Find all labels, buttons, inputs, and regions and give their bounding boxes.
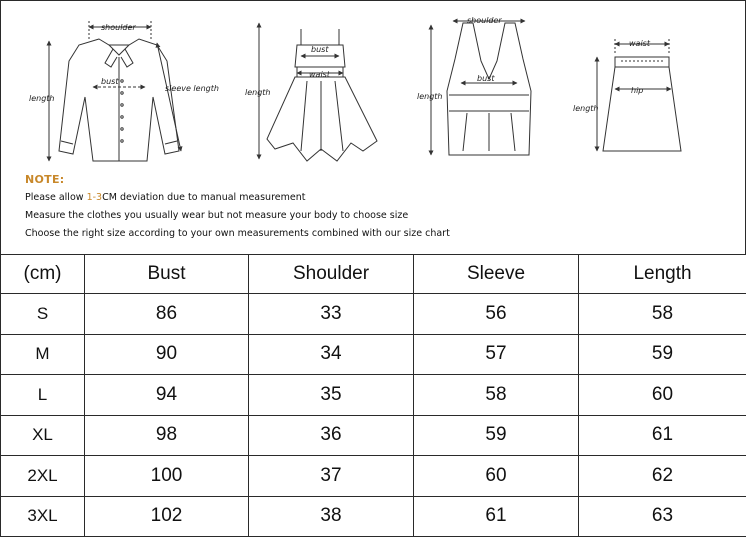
shoulder-cell: 34 (249, 334, 414, 375)
size-cell: XL (1, 415, 85, 456)
shirt-length-label: length (29, 94, 55, 103)
skirt-length-label: length (573, 104, 599, 113)
shoulder-cell: 36 (249, 415, 414, 456)
sleeve-cell: 56 (414, 294, 579, 335)
dress-bust-label: bust (311, 45, 329, 54)
note-line-measure: Measure the clothes you usually wear but not measure your body to choose size (25, 210, 409, 221)
sleeve-cell: 59 (414, 415, 579, 456)
note-line-1-highlight: 1-3 (86, 192, 103, 203)
tank-drawing (447, 23, 531, 155)
skirt-hip-label: hip (631, 86, 644, 95)
garment-diagrams (1, 1, 746, 171)
header-length: Length (579, 255, 746, 294)
sleeve-cell: 58 (414, 375, 579, 416)
shirt-bust-label: bust (101, 77, 119, 86)
shirt-sleeve-label: sleeve length (165, 84, 219, 93)
length-cell: 61 (579, 415, 746, 456)
tank-length-label: length (417, 92, 443, 101)
note-line-deviation (25, 189, 725, 207)
bust-cell: 102 (85, 496, 249, 537)
skirt-waist-label: waist (629, 39, 650, 48)
bust-cell: 98 (85, 415, 249, 456)
shoulder-cell: 35 (249, 375, 414, 416)
note-section (25, 173, 725, 243)
table-row (1, 415, 746, 456)
size-cell: S (1, 294, 85, 335)
size-table-header-row (1, 255, 746, 294)
bust-cell: 90 (85, 334, 249, 375)
tank-bust-label: bust (477, 74, 495, 83)
shirt-drawing (59, 39, 179, 161)
sleeve-cell: 57 (414, 334, 579, 375)
length-cell: 59 (579, 334, 746, 375)
sleeve-cell: 60 (414, 456, 579, 497)
header-shoulder: Shoulder (249, 255, 414, 294)
table-row (1, 456, 746, 497)
bust-cell: 100 (85, 456, 249, 497)
length-cell: 62 (579, 456, 746, 497)
size-cell: 2XL (1, 456, 85, 497)
note-line-1-start: Please allow (25, 192, 87, 203)
header-bust: Bust (85, 255, 249, 294)
shoulder-cell: 37 (249, 456, 414, 497)
length-cell: 58 (579, 294, 746, 335)
shoulder-cell: 33 (249, 294, 414, 335)
size-cell: 3XL (1, 496, 85, 537)
note-line-choose: Choose the right size according to your own measurements combined with our size chart (25, 228, 450, 239)
table-row (1, 375, 746, 416)
size-cell: L (1, 375, 85, 416)
header-sleeve: Sleeve (414, 255, 579, 294)
bust-cell: 86 (85, 294, 249, 335)
shirt-shoulder-label: shoulder (101, 23, 136, 32)
header-unit: (cm) (1, 255, 85, 294)
dress-waist-label: waist (309, 70, 330, 79)
size-cell: M (1, 334, 85, 375)
table-row (1, 294, 746, 335)
length-cell: 63 (579, 496, 746, 537)
note-line-1-end: CM deviation due to manual measurement (102, 192, 306, 203)
length-cell: 60 (579, 375, 746, 416)
bust-cell: 94 (85, 375, 249, 416)
dress-length-label: length (245, 88, 271, 97)
shoulder-cell: 38 (249, 496, 414, 537)
note-title: NOTE: (25, 173, 65, 186)
size-table (0, 254, 746, 537)
tank-shoulder-label: shoulder (467, 16, 502, 25)
sleeve-cell: 61 (414, 496, 579, 537)
skirt-drawing (603, 57, 681, 151)
measurement-guide (0, 0, 746, 254)
table-row (1, 334, 746, 375)
table-row (1, 496, 746, 537)
